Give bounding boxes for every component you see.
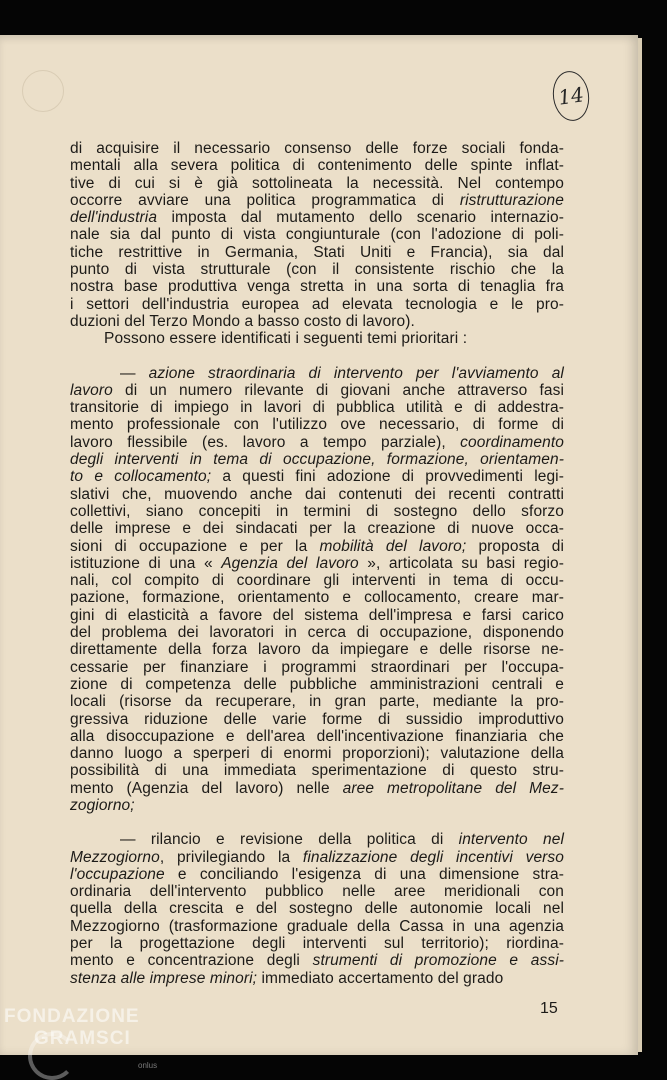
paragraph-3 <box>70 365 564 815</box>
text-run: gressiva riduzione delle varie forme di sussidio improduttivo <box>70 710 564 728</box>
text-line <box>70 503 564 520</box>
italic-text-run: aree metropolitane del Mez- <box>342 779 564 797</box>
watermark-line-2: GRAMSCI <box>34 1028 131 1049</box>
text-line <box>70 693 564 710</box>
text-run: collettivi, siano concepiti in termini di sostegno dello sforzo <box>70 502 564 520</box>
text-run: di acquisire il necessario consenso delle forze sociali fonda- <box>70 140 564 157</box>
text-line <box>70 866 564 883</box>
text-line <box>70 451 564 468</box>
text-line <box>70 935 564 952</box>
watermark-line-1: FONDAZIONE <box>4 1006 140 1027</box>
text-run: per la progettazione degli interventi sul territorio); riordina- <box>70 935 564 953</box>
text-run: mento (Agenzia del lavoro) nelle <box>70 779 343 797</box>
text-line <box>70 780 564 797</box>
text-line <box>70 711 564 728</box>
text-line <box>70 313 564 330</box>
watermark-suffix: onlus <box>138 1061 158 1070</box>
italic-text-run: l'occupazione <box>70 865 165 883</box>
text-line <box>70 728 564 745</box>
italic-text-run: azione straordinaria di intervento per l'avviamento al <box>148 364 564 382</box>
italic-text-run: mobilità del lavoro; <box>319 537 467 555</box>
text-line <box>70 676 564 693</box>
paragraph-2 <box>70 330 564 347</box>
text-line <box>70 572 564 589</box>
italic-text-run: to e collocamento; <box>70 468 212 486</box>
text-run: delle imprese e dei sindacati per la creazione di nuove occa- <box>70 520 564 538</box>
paragraph-4 <box>70 831 564 987</box>
text-line <box>70 849 564 866</box>
text-line <box>70 607 564 624</box>
text-run: slativi che, muovendo anche dai contenuti dei recenti contratti <box>70 485 564 503</box>
text-line <box>70 175 564 192</box>
text-line <box>70 520 564 537</box>
text-line <box>70 970 564 987</box>
watermark-logo <box>4 1006 158 1070</box>
text-run: alla disoccupazione e dell'area dell'incentivazione finanziaria che <box>70 727 564 745</box>
text-line <box>70 296 564 313</box>
text-run: lavoro flessibile (es. lavoro a tempo parziale), <box>70 433 461 451</box>
text-run: e conciliando l'esigenza di una dimensione stra- <box>164 865 564 883</box>
text-line <box>70 157 564 174</box>
text-run: ordinaria dell'intervento pubblico nelle aree meridionali con <box>70 883 564 901</box>
text-run: del problema dei lavoratori in cerca di occupazione, disponendo <box>70 624 564 642</box>
text-run: sioni di occupazione e per la <box>70 537 320 555</box>
text-line <box>70 883 564 900</box>
text-run: locali (risorse da recuperare, in gran parte, mediante la pro- <box>70 693 564 711</box>
text-run: nali, col compito di coordinare gli interventi in tema di occu- <box>70 572 564 590</box>
text-line <box>70 434 564 451</box>
text-run: Mezzogiorno (trasformazione graduale della Cassa in una agenzia <box>70 917 564 935</box>
paragraph-1 <box>70 140 564 330</box>
text-run: istituzione di una « <box>70 554 222 572</box>
italic-text-run: zogiorno; <box>70 796 135 814</box>
text-line <box>70 468 564 485</box>
text-run: imposta dal mutamento dello scenario internazio- <box>157 209 564 227</box>
text-run: transitorie di impiego in lavori di pubblica utilità e di addestra- <box>70 399 564 417</box>
text-run: nale sia dal punto di vista congiunturale (con l'adozione di poli- <box>70 226 564 244</box>
text-line <box>70 831 564 848</box>
text-run: occorre avviare una politica programmatica di <box>70 191 460 209</box>
italic-text-run: finalizzazione degli incentivi verso <box>302 848 564 866</box>
text-line <box>70 244 564 261</box>
text-run: danno luogo a sperperi di enormi proporzioni); valutazione della <box>70 745 564 763</box>
text-run: duzioni del Terzo Mondo a basso costo di lavoro). <box>70 312 415 330</box>
text-run: mento e concentrazione degli <box>70 952 313 970</box>
text-run: — rilancio e revisione della politica di <box>120 831 459 849</box>
italic-text-run: Mezzogiorno <box>70 848 160 866</box>
text-run: cessarie per finanziare i programmi straordinari per l'occupa- <box>70 658 564 676</box>
text-run: tive di cui si è già sottolineata la necessità. Nel contempo <box>70 174 564 192</box>
italic-text-run: coordinamento <box>460 433 564 451</box>
text-run: di un numero rilevante di giovani anche attraverso fasi <box>112 381 564 399</box>
text-run: mentali alla severa politica di contenimento delle spinte inflat- <box>70 157 564 175</box>
text-line <box>70 745 564 762</box>
text-run: zione di competenza delle pubbliche amministrazioni centrali e <box>70 675 564 693</box>
text-run: tiche restrittive in Germania, Stati Uniti e Francia), sia dal <box>70 243 564 261</box>
faint-stamp-mark <box>22 70 64 112</box>
text-line <box>70 624 564 641</box>
text-line <box>70 762 564 779</box>
italic-text-run: degli interventi in tema di occupazione, formazione, orientamen- <box>70 451 564 469</box>
text-line <box>70 365 564 382</box>
text-run: , privilegiando la <box>159 848 303 866</box>
paragraph-gap <box>70 348 564 365</box>
text-run: punto di vista strutturale (con il consistente rischio che la <box>70 261 564 279</box>
text-line <box>70 486 564 503</box>
archive-number-mark: 14 <box>550 69 593 124</box>
text-line <box>70 797 564 814</box>
text-line <box>70 589 564 606</box>
text-run: — <box>120 364 149 382</box>
body-text <box>70 140 564 987</box>
text-line <box>70 330 564 347</box>
text-run: a questi fini adozione di provvedimenti legi- <box>211 468 564 486</box>
text-line <box>70 261 564 278</box>
text-run: possibilità di una immediata sperimentazione di questo stru- <box>70 762 564 780</box>
text-run: pazione, formazione, orientamento e collocamento, creare mar- <box>70 589 564 607</box>
text-line <box>70 918 564 935</box>
text-line <box>70 382 564 399</box>
text-run: i settori dell'industria europea ad elevata tecnologia e le pro- <box>70 295 564 313</box>
text-run: nostra base produttiva venga stretta in una sorta di tenaglia fra <box>70 278 564 296</box>
text-line <box>70 900 564 917</box>
text-line <box>70 416 564 433</box>
page-edge <box>638 38 642 1052</box>
italic-text-run: Agenzia del lavoro <box>221 554 359 572</box>
italic-text-run: stenza alle imprese minori; <box>70 969 258 987</box>
italic-text-run: strumenti di promozione e assi- <box>312 952 565 970</box>
italic-text-run: ristrutturazione <box>459 191 564 209</box>
text-line <box>70 538 564 555</box>
text-line <box>70 659 564 676</box>
text-line <box>70 555 564 572</box>
italic-text-run: dell'industria <box>70 209 158 227</box>
italic-text-run: lavoro <box>70 381 113 399</box>
text-line <box>70 952 564 969</box>
text-run: gini di elasticità a favore del sistema dell'impresa e farsi carico <box>70 606 564 624</box>
text-run: quella della crescita e del sostegno delle autonomie locali nel <box>70 900 564 918</box>
text-run: proposta di <box>466 537 564 555</box>
text-run: mento professionale con l'utilizzo ove necessario, di forme di <box>70 416 564 434</box>
paragraph-gap <box>70 814 564 831</box>
text-line <box>70 399 564 416</box>
text-line <box>70 278 564 295</box>
italic-text-run: intervento nel <box>458 831 565 849</box>
text-line <box>70 140 564 157</box>
text-run: immediato accertamento del grado <box>257 969 504 987</box>
text-line <box>70 641 564 658</box>
text-line <box>70 209 564 226</box>
page-number: 15 <box>540 1000 558 1017</box>
text-run: Possono essere identificati i seguenti temi prioritari : <box>104 330 468 348</box>
text-run: direttamente della forza lavoro da impiegare e delle risorse ne- <box>70 641 564 659</box>
text-run: », articolata su basi regio- <box>358 554 565 572</box>
text-line <box>70 192 564 209</box>
text-line <box>70 226 564 243</box>
